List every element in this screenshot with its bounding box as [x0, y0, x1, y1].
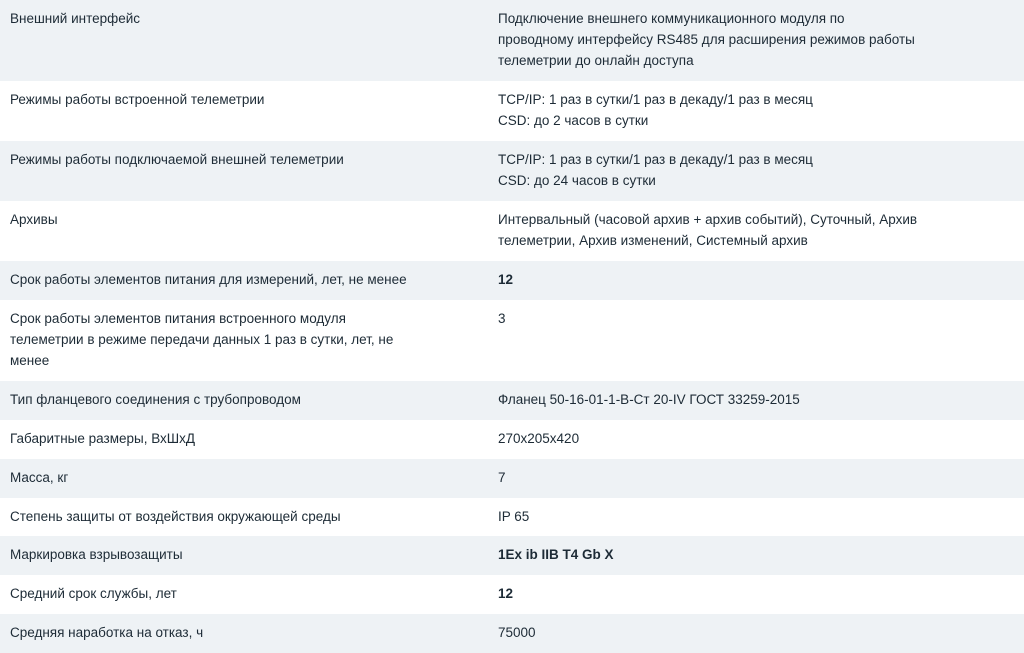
parameter-text-line: Средний срок службы, лет — [10, 586, 177, 602]
value-cell — [490, 81, 1024, 141]
value-text-line: 1Ex ib IIB T4 Gb X — [498, 547, 614, 563]
value-cell — [490, 614, 1024, 653]
value-text-line: 3 — [498, 310, 506, 326]
value-text-line: 7 — [498, 469, 506, 485]
value-text-line: Интервальный (часовой архив + архив событий), Суточный, Архив — [498, 211, 918, 227]
table-row — [0, 300, 1024, 381]
parameter-text-line: Маркировка взрывозащиты — [10, 547, 183, 563]
value-cell — [490, 459, 1024, 498]
parameter-text-line: телеметрии в режиме передачи данных 1 раз в сутки, лет, не — [10, 331, 394, 347]
parameter-text-line: Масса, кг — [10, 469, 69, 485]
value-cell — [490, 381, 1024, 420]
value-cell — [490, 575, 1024, 614]
table-row — [0, 141, 1024, 201]
parameter-cell — [0, 498, 490, 537]
value-text-line: 75000 — [498, 625, 536, 641]
table-row — [0, 614, 1024, 653]
value-text-line: телеметрии до онлайн доступа — [498, 52, 694, 68]
value-cell — [490, 420, 1024, 459]
parameter-cell — [0, 201, 490, 261]
parameter-cell — [0, 0, 490, 81]
parameter-text-line: Средняя наработка на отказ, ч — [10, 625, 204, 641]
parameter-text-line: Тип фланцевого соединения с трубопроводом — [10, 391, 301, 407]
parameter-cell — [0, 459, 490, 498]
parameter-text-line: Срок работы элементов питания встроенного модуля — [10, 310, 346, 326]
value-text-line: Фланец 50-16-01-1-В-Ст 20-IV ГОСТ 33259-2015 — [498, 391, 800, 407]
value-text-line: TCP/IP: 1 раз в сутки/1 раз в декаду/1 раз в месяц — [498, 151, 813, 167]
parameter-cell — [0, 381, 490, 420]
table-row — [0, 81, 1024, 141]
parameter-text-line: Внешний интерфейс — [10, 11, 141, 26]
parameter-text-line: Габаритные размеры, ВхШхД — [10, 430, 196, 446]
table-row — [0, 420, 1024, 459]
table-row — [0, 536, 1024, 575]
parameter-text-line: Архивы — [10, 211, 58, 227]
value-text-line: Подключение внешнего коммуникационного модуля по — [498, 11, 845, 26]
value-cell — [490, 141, 1024, 201]
parameter-text-line: Степень защиты от воздействия окружающей среды — [10, 508, 341, 524]
value-text-line: 270х205х420 — [498, 430, 580, 446]
parameter-cell — [0, 420, 490, 459]
table-row — [0, 201, 1024, 261]
parameter-text-line: Срок работы элементов питания для измерений, лет, не менее — [10, 271, 407, 287]
value-text-line: TCP/IP: 1 раз в сутки/1 раз в декаду/1 раз в месяц — [498, 91, 813, 107]
parameter-cell — [0, 261, 490, 300]
parameter-cell — [0, 575, 490, 614]
parameter-cell — [0, 81, 490, 141]
parameter-cell — [0, 300, 490, 381]
value-cell — [490, 536, 1024, 575]
value-text-line: телеметрии, Архив изменений, Системный архив — [498, 232, 808, 248]
parameter-cell — [0, 141, 490, 201]
value-cell — [490, 498, 1024, 537]
parameter-cell — [0, 614, 490, 653]
table-row — [0, 459, 1024, 498]
value-text-line: CSD: до 24 часов в сутки — [498, 172, 656, 188]
value-text-line: 12 — [498, 271, 514, 287]
table-row — [0, 498, 1024, 537]
parameter-text-line: Режимы работы подключаемой внешней телеметрии — [10, 151, 344, 167]
table-row — [0, 381, 1024, 420]
value-cell — [490, 261, 1024, 300]
parameter-text-line: менее — [10, 352, 50, 368]
value-text-line: 12 — [498, 586, 514, 602]
parameter-cell — [0, 536, 490, 575]
value-text-line: CSD: до 2 часов в сутки — [498, 112, 649, 128]
value-text-line: проводному интерфейсу RS485 для расширения режимов работы — [498, 31, 915, 47]
table-row — [0, 0, 1024, 81]
value-text-line: IP 65 — [498, 508, 530, 524]
table-row — [0, 575, 1024, 614]
value-cell — [490, 201, 1024, 261]
value-cell — [490, 300, 1024, 381]
value-cell — [490, 0, 1024, 81]
table-row — [0, 261, 1024, 300]
parameter-text-line: Режимы работы встроенной телеметрии — [10, 91, 265, 107]
